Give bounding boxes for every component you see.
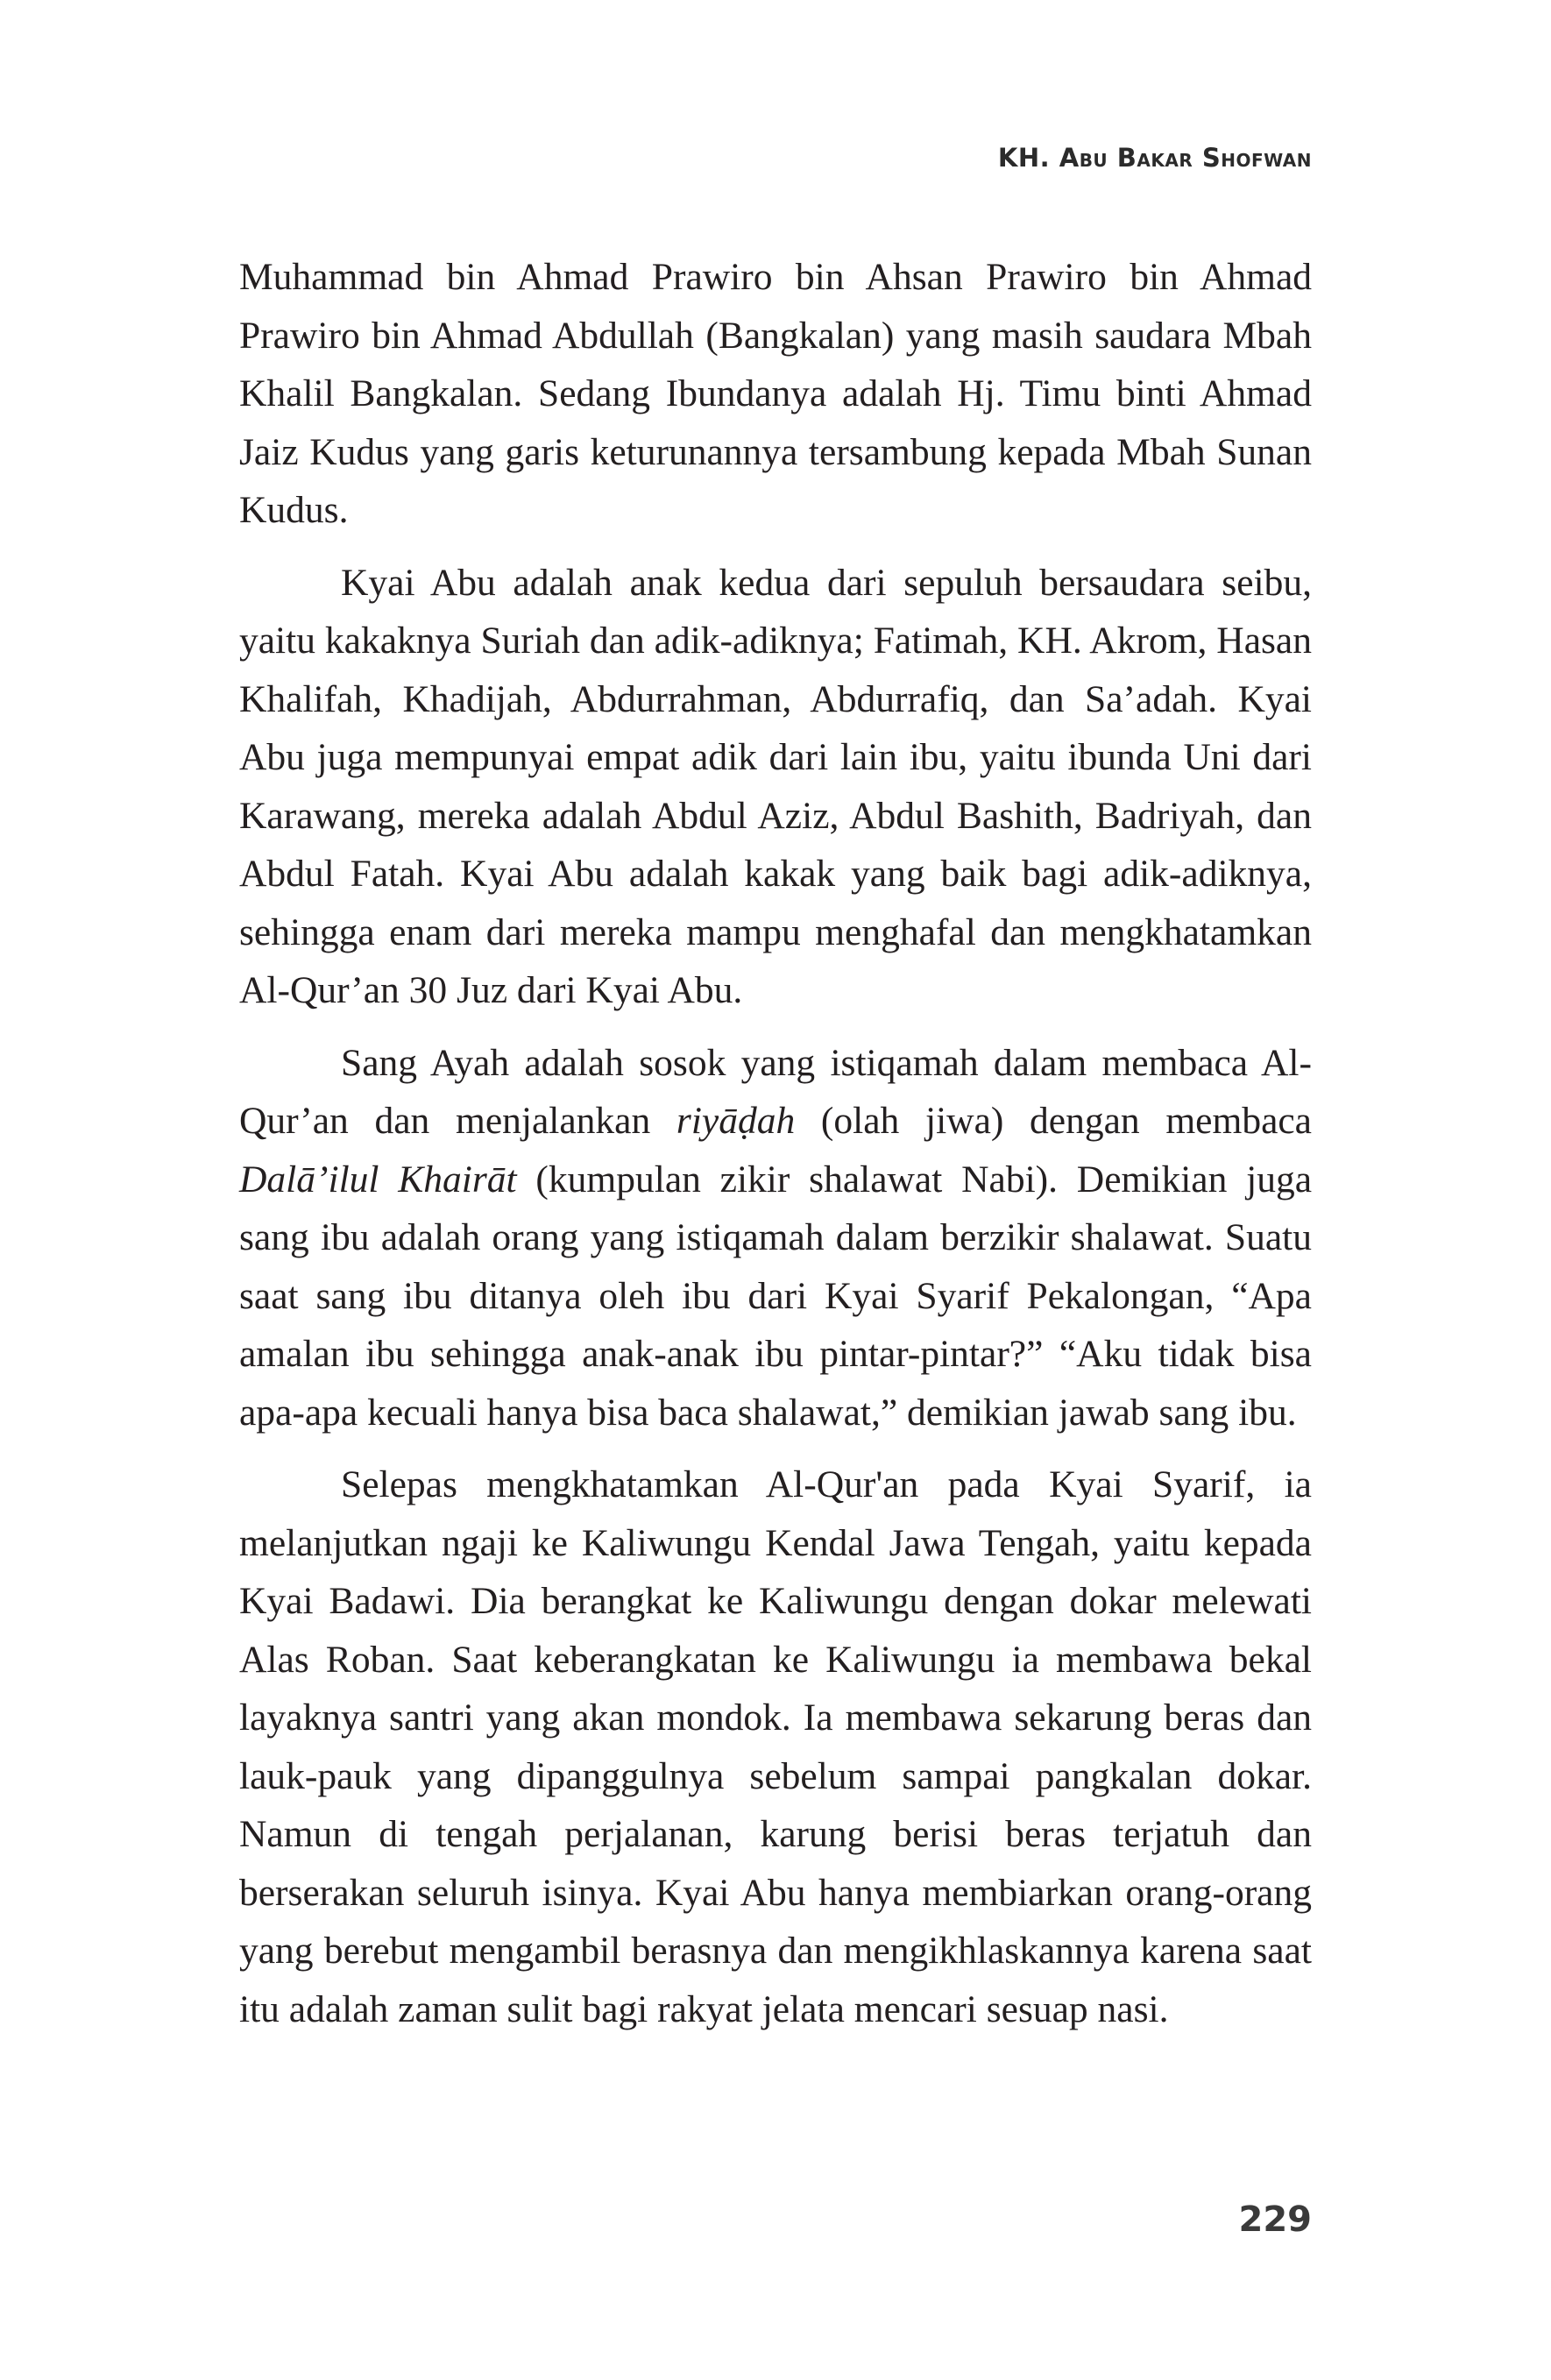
body-text xyxy=(239,248,1312,2052)
paragraph-3-text-c: (kumpulan zikir shalawat Nabi). Demikian juga sang ibu adalah orang yang istiqamah dalam berzikir shalawat. Suatu saat sang ibu ditanya oleh ibu dari Kyai Syarif Pekalongan, “Apa amalan ibu sehingga anak-anak ibu pintar-pintar?” “Aku tidak bisa apa-apa kecuali hanya bisa baca shalawat,” demikian jawab sang ibu. xyxy=(239,1158,1313,1434)
italic-term-dalailul-khairat: Dalā’ilul Khairāt xyxy=(239,1158,517,1201)
paragraph-3-text-b: (olah jiwa) dengan membaca xyxy=(795,1100,1312,1142)
page-number: 229 xyxy=(1238,2199,1312,2240)
italic-term-riyadah: riyāḍah xyxy=(676,1100,796,1142)
running-header: KH. Abu Bakar Shofwan xyxy=(997,143,1312,173)
paragraph-2: Kyai Abu adalah anak kedua dari sepuluh bersaudara seibu, yaitu kakaknya Suriah dan adik-adiknya; Fatimah, KH. Akrom, Hasan Khalifah, Khadijah, Abdurrahman, Abdurrafiq, dan Sa’adah. Kyai Abu juga mempunyai empat adik dari lain ibu, yaitu ibunda Uni dari Karawang, mereka adalah Abdul Aziz, Abdul Bashith, Badriyah, dan Abdul Fatah. Kyai Abu adalah kakak yang baik bagi adik-adiknya, sehingga enam dari mereka mampu menghafal dan mengkhatamkan Al-Qur’an 30 Juz dari Kyai Abu. xyxy=(239,561,1312,1011)
paragraph-3-text-a: Sang Ayah adalah sosok yang istiqamah dalam membaca Al-Qur’an dan menjalankan xyxy=(239,1041,1312,1142)
paragraph-4: Selepas mengkhatamkan Al-Qur'an pada Kyai Syarif, ia melanjutkan ngaji ke Kaliwungu Kendal Jawa Tengah, yaitu kepada Kyai Badawi. Dia berangkat ke Kaliwungu dengan dokar melewati Alas Roban. Saat keberangkatan ke Kaliwungu ia membawa bekal layaknya santri yang akan mondok. Ia membawa sekarung beras dan lauk-pauk yang dipanggulnya sebelum sampai pangkalan dokar. Namun di tengah perjalanan, karung berisi beras terjatuh dan berserakan seluruh isinya. Kyai Abu hanya membiarkan orang-orang yang berebut mengambil berasnya dan mengikhlaskannya karena saat itu adalah zaman sulit bagi rakyat jelata mencari sesuap nasi. xyxy=(239,1463,1312,2030)
paragraph-3 xyxy=(239,1034,1312,1442)
paragraph-1: Muhammad bin Ahmad Prawiro bin Ahsan Prawiro bin Ahmad Prawiro bin Ahmad Abdullah (Bangkalan) yang masih saudara Mbah Khalil Bangkalan. Sedang Ibundanya adalah Hj. Timu binti Ahmad Jaiz Kudus yang garis keturunannya tersambung kepada Mbah Sunan Kudus. xyxy=(239,256,1312,531)
